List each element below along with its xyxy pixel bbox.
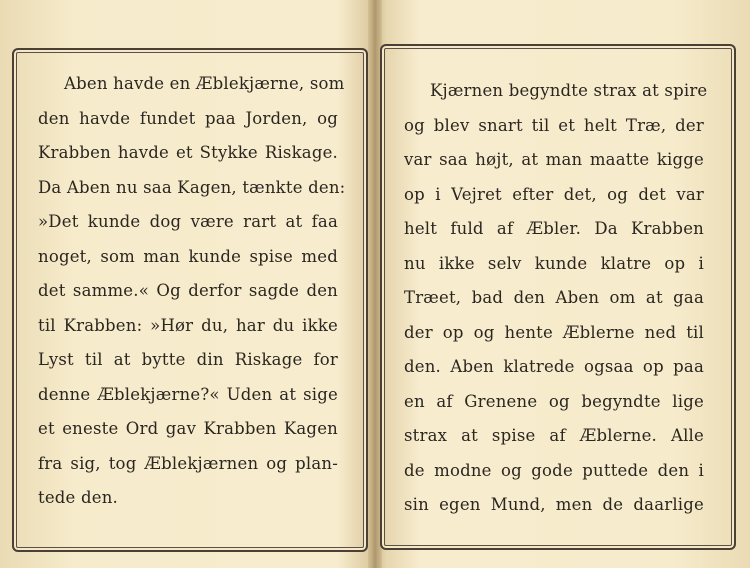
text-line: de modne og gode puttede den i (404, 460, 704, 480)
text-line: fra sig, tog Æblekjærnen og plan- (38, 453, 338, 473)
text-line: helt fuld af Æbler. Da Krabben (404, 219, 704, 238)
text-line: og blev snart til et helt Træ, der (404, 115, 704, 135)
text-line: der op og hente Æblerne ned til (404, 322, 704, 342)
text-line: en af Grenene og begyndte lige (404, 391, 704, 411)
text-line: den. Aben klatrede ogsaa op paa (404, 357, 704, 376)
text-line: et eneste Ord gav Krabben Kagen (38, 419, 338, 438)
right-page (380, 0, 750, 568)
text-line: strax at spise af Æblerne. Alle (404, 426, 704, 445)
text-line: det samme.« Og derfor sagde den (38, 281, 338, 300)
text-line: sin egen Mund, men de daarlige (404, 495, 704, 514)
text-line: nu ikke selv kunde klatre op i (404, 253, 704, 273)
left-page-text (38, 67, 346, 516)
text-line: op i Vejret efter det, og det var (404, 184, 704, 204)
text-line: noget, som man kunde spise med (38, 246, 338, 266)
text-line: Krabben havde et Stykke Riskage. (38, 143, 338, 162)
text-line: Lyst til at bytte din Riskage for (38, 350, 338, 369)
text-line: den havde fundet paa Jorden, og (38, 108, 338, 128)
text-line: Kjærnen begyndte strax at spire (430, 81, 708, 100)
text-line: til Krabben: »Hør du, har du ikke (38, 315, 338, 335)
text-line: denne Æblekjærne?« Uden at sige (38, 384, 338, 404)
right-page-text (404, 74, 708, 523)
text-line: Da Aben nu saa Kagen, tænkte den: (38, 177, 346, 197)
text-line: Aben havde en Æblekjærne, som (64, 74, 345, 93)
text-line: »Det kunde dog være rart at faa (38, 212, 338, 231)
text-line: tede den. (38, 488, 118, 507)
text-line: var saa højt, at man maatte kigge (404, 150, 704, 169)
left-page (0, 0, 370, 568)
text-line: Træet, bad den Aben om at gaa (404, 288, 704, 307)
